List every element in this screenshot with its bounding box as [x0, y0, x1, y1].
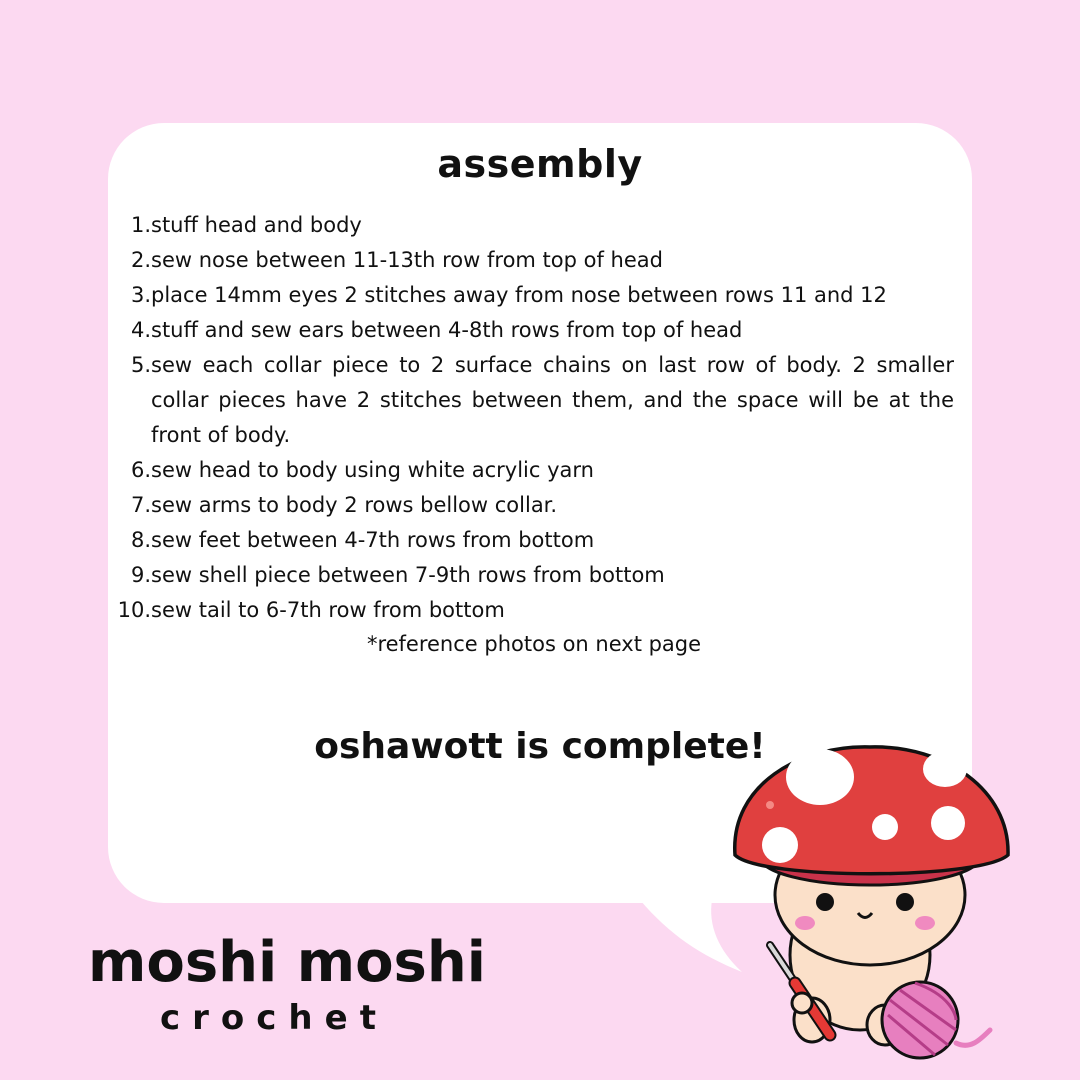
step-text: place 14mm eyes 2 stitches away from nose between rows 11 and 12	[151, 283, 887, 307]
step-text: sew shell piece between 7-9th rows from bottom	[151, 563, 665, 587]
step-text: sew nose between 11-13th row from top of head	[151, 248, 663, 272]
step-number: 10.	[117, 598, 151, 622]
step-number: 5.	[130, 353, 151, 377]
step-number: 3.	[130, 283, 151, 307]
step-number: 6.	[130, 458, 151, 482]
step-text: sew head to body using white acrylic yarn	[151, 458, 594, 482]
step-number: 4.	[130, 318, 151, 342]
step-item	[114, 348, 954, 453]
step-text: stuff head and body	[151, 213, 362, 237]
step-item	[114, 208, 954, 243]
assembly-steps-list	[114, 208, 954, 628]
step-number: 2.	[130, 248, 151, 272]
step-item	[114, 313, 954, 348]
step-text: sew feet between 4-7th rows from bottom	[151, 528, 595, 552]
step-number: 8.	[130, 528, 151, 552]
reference-note-text: *reference photos on next page	[366, 632, 702, 656]
page-title: assembly	[437, 142, 643, 186]
step-item	[114, 558, 954, 593]
step-text: sew tail to 6-7th row from bottom	[151, 598, 505, 622]
step-text: sew each collar piece to 2 surface chains on last row of body. 2 smaller collar pieces have 2 stitches between them, and the space will be at the front of body.	[151, 353, 954, 447]
step-number: 9.	[130, 563, 151, 587]
step-number: 1.	[130, 213, 151, 237]
step-text: sew arms to body 2 rows bellow collar.	[151, 493, 558, 517]
step-item	[114, 453, 954, 488]
step-text: stuff and sew ears between 4-8th rows from top of head	[151, 318, 743, 342]
step-item	[114, 278, 954, 313]
reference-note	[108, 627, 972, 662]
mushroom-mascot-icon	[720, 745, 1020, 1065]
step-item	[114, 593, 954, 628]
step-item	[114, 523, 954, 558]
brand-logo-line2: crochet	[160, 998, 388, 1038]
step-item	[114, 243, 954, 278]
step-number: 7.	[130, 493, 151, 517]
brand-logo-line1: moshi moshi	[88, 930, 486, 995]
completion-heading: oshawott is complete!	[314, 726, 766, 767]
step-item	[114, 488, 954, 523]
